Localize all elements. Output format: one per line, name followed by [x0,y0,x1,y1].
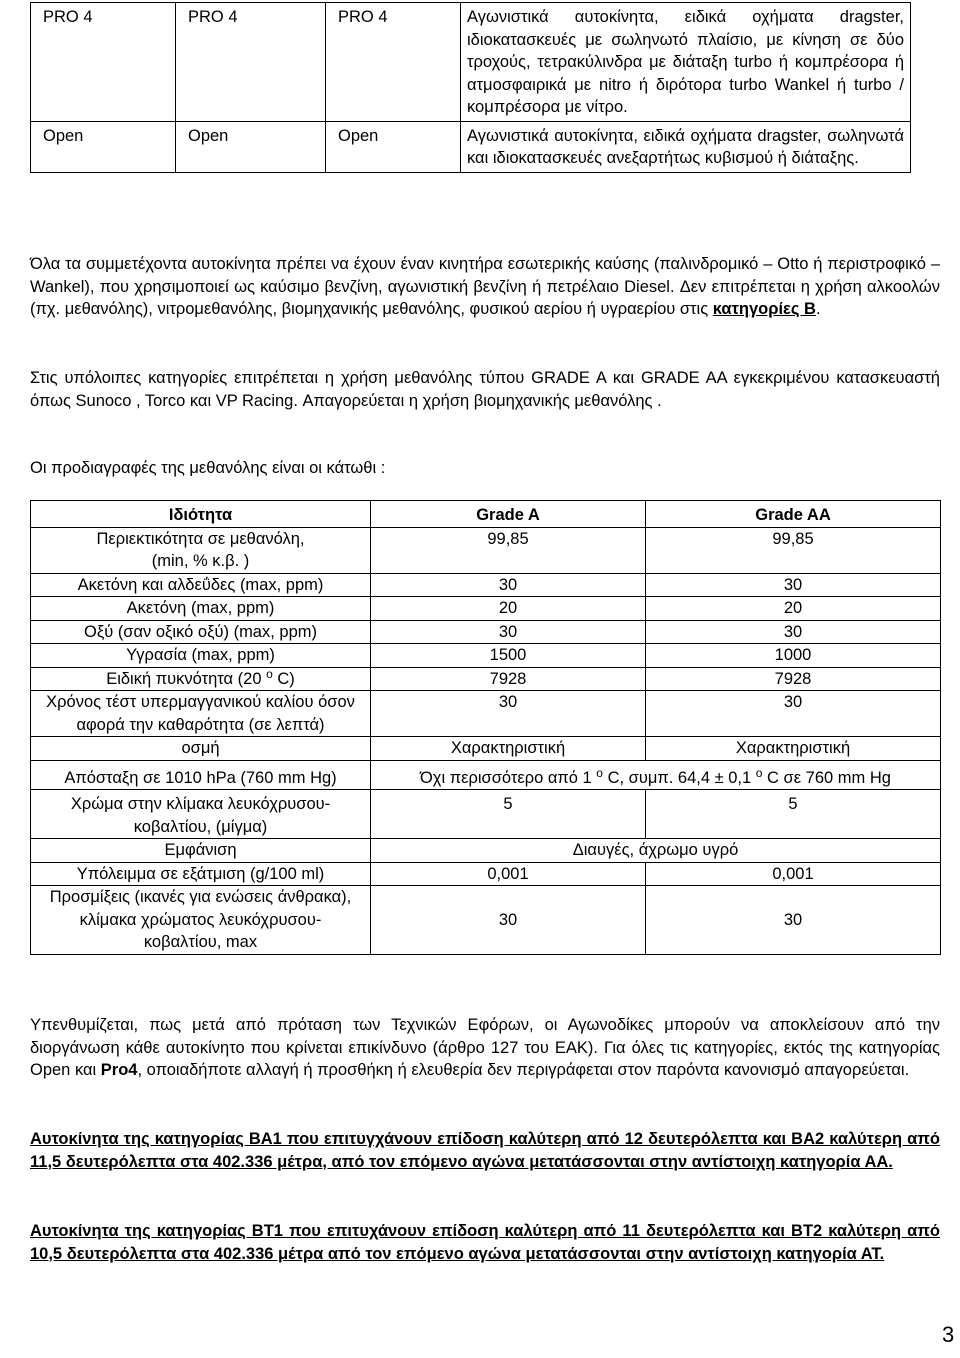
spec-property: οσμή [31,737,371,761]
spec-row [31,760,941,790]
spec-property: Υπόλειμμα σε εξάτμιση (g/100 ml) [31,862,371,886]
spec-property: Χρώμα στην κλίμακα λευκόχρυσου-κοβαλτίου, (μίγμα) [31,790,371,839]
spec-row [31,527,941,573]
paragraph-end: , οποιαδήποτε αλλαγή ή προσθήκη ή ελευθερία δεν περιγράφεται στον παρόντα κανονισμό απαγορεύεται. [137,1061,910,1079]
categories-table [30,2,911,173]
pro4-label: Pro4 [100,1061,138,1079]
spec-row [31,597,941,621]
spec-property [31,527,371,573]
spec-grade-a: 30 [371,691,646,737]
spec-grade-aa: 99,85 [646,527,941,573]
spec-row [31,839,941,863]
category-cell: Open [326,121,461,172]
spec-grade-a: 1500 [371,644,646,668]
paragraph-text: Στις υπόλοιπες κατηγορίες επιτρέπεται η χρήση μεθανόλης τύπου GRADE A και GRADE AA εγκεκριμένου κατασκευαστή όπως Sunoco , Torco και VP Racing. Απαγορεύεται η χρήση βιομηχανικής μεθανόλης . [30,369,940,410]
fuel-requirements-paragraph [30,253,940,321]
spec-grade-aa: 30 [646,620,941,644]
category-cell: PRO 4 [176,3,326,122]
spec-property-text: C) [272,669,295,688]
category-cell: PRO 4 [31,3,176,122]
degree-symbol: o [266,666,273,681]
category-description: Αγωνιστικά αυτοκίνητα, ειδικά οχήματα dragster, ιδιοκατασκευές με σωληνωτό πλαίσιο, με κίνηση σε δύο τροχούς, τετρακύλινδρα με διάταξη turbo ή κομπρέσορα ή ατμοσφαιρικά με nitro ή διρότορα turbo Wankel ή turbo / κομπρέσορα με νίτρο. [461,3,911,122]
distillation-text: C, συμπ. 64,4 ± 0,1 [602,768,756,787]
spec-grade-aa: 5 [646,790,941,839]
header-property: Ιδιότητα [31,501,371,528]
spec-row [31,573,941,597]
category-description: Αγωνιστικά αυτοκίνητα, ειδικά οχήματα dragster, σωληνωτά και ιδιοκατασκευές ανεξαρτήτως κυβισμού ή διάταξης. [461,121,911,172]
spec-grade-a: 99,85 [371,527,646,573]
spec-grade-a: Χαρακτηριστική [371,737,646,761]
spec-property: Ακετόνη και αλδεΰδες (max, ppm) [31,573,371,597]
spec-property: Χρόνος τέστ υπερμαγγανικού καλίου όσον αφορά την καθαρότητα (σε λεπτά) [31,691,371,737]
spec-grade-a: 7928 [371,667,646,691]
categories-b-reference: κατηγορίες B [712,300,816,318]
spec-property: Ακετόνη (max, ppm) [31,597,371,621]
category-row-pro4 [31,3,911,122]
spec-property: Απόσταξη σε 1010 hPa (760 mm Hg) [31,760,371,790]
spec-grade-aa: 7928 [646,667,941,691]
header-grade-aa: Grade AA [646,501,941,528]
page-number: 3 [942,1322,955,1347]
category-row-open [31,121,911,172]
spec-property-line: (min, % κ.β. ) [151,552,250,570]
spec-property: Προσμίξεις (ικανές για ενώσεις άνθρακα), κλίμακα χρώματος λευκόχρυσου-κοβαλτίου, max [31,886,371,955]
spec-property: Οξύ (σαν οξικό οξύ) (max, ppm) [31,620,371,644]
spec-property: Υγρασία (max, ppm) [31,644,371,668]
category-cell: PRO 4 [326,3,461,122]
category-cell: Open [176,121,326,172]
distillation-text: Όχι περισσότερο από 1 [420,768,597,787]
distillation-text: C σε 760 mm Hg [762,768,891,787]
spec-grade-aa: 30 [646,691,941,737]
spec-grade-aa: Χαρακτηριστική [646,737,941,761]
methanol-grade-paragraph [30,367,940,412]
category-cell: Open [31,121,176,172]
spec-grade-aa: 30 [646,573,941,597]
spec-grade-a: 30 [371,886,646,955]
spec-row [31,644,941,668]
spec-property [31,667,371,691]
spec-grade-aa: 0,001 [646,862,941,886]
spec-row [31,790,941,839]
spec-property-line: Περιεκτικότητα σε μεθανόλη, [96,529,305,548]
degree-symbol: o [755,765,763,780]
degree-symbol: o [596,765,603,780]
spec-grade-aa: 30 [646,886,941,955]
spec-row [31,886,941,955]
spec-grade-a: 20 [371,597,646,621]
spec-grade-aa: 20 [646,597,941,621]
spec-row [31,620,941,644]
spec-row [31,667,941,691]
spec-intro-paragraph [30,457,940,480]
paragraph-end: . [815,300,821,318]
modifications-paragraph [30,1014,940,1082]
spec-grade-a: 30 [371,620,646,644]
spec-row [31,737,941,761]
ba-reclassification-paragraph [30,1128,940,1173]
spec-property: Εμφάνιση [31,839,371,863]
paragraph-text: Όλα τα συμμετέχοντα αυτοκίνητα πρέπει να έχουν έναν κινητήρα εσωτερικής καύσης (παλινδρομικό – Otto ή περιστροφικό – Wankel), που χρησιμοποιεί ως καύσιμο βενζίνη, αγωνιστική βενζίνη ή πετρέλαιο Diesel. Δεν επιτρέπεται η χρήση αλκοολών (πχ. μεθανόλης), νιτρομεθανόλης, βιομηχανικής μεθανόλης, φυσικού αερίου ή υγραερίου στις [30,255,940,318]
header-grade-a: Grade A [371,501,646,528]
paragraph-text: Οι προδιαγραφές της μεθανόλης είναι οι κάτωθι : [30,459,386,477]
spec-table-header [31,501,941,528]
spec-row [31,691,941,737]
spec-appearance-value: Διαυγές, άχρωμο υγρό [371,839,941,863]
spec-grade-a: 5 [371,790,646,839]
spec-grade-a: 0,001 [371,862,646,886]
spec-distillation-value [371,760,941,790]
paragraph-text: Υπενθυμίζεται, πως μετά από πρόταση των Τεχνικών Εφόρων, οι Αγωνοδίκες μπορούν να αποκλείσουν από την διοργάνωση κάθε αυτοκίνητο που κρίνεται επικίνδυνο (άρθρο 127 του ΕΑΚ). Για όλες τις κατηγορίες, εκτός της κατηγορίας Open και [30,1016,940,1079]
spec-property-text: Ειδική πυκνότητα (20 [106,669,267,688]
methanol-spec-table [30,500,941,955]
paragraph-text: Αυτοκίνητα της κατηγορίας ΒΑ1 που επιτυγχάνουν επίδοση καλύτερη από 12 δευτερόλεπτα και ΒΑ2 καλύτερη από 11,5 δευτερόλεπτα στα 402.336 μέτρα, από τον επόμενο αγώνα μετατάσσονται στην αντίστοιχη κατηγορία ΑΑ. [30,1130,940,1171]
bt-reclassification-paragraph [30,1220,940,1265]
spec-grade-a: 30 [371,573,646,597]
spec-row [31,862,941,886]
spec-grade-aa: 1000 [646,644,941,668]
paragraph-text: Αυτοκίνητα της κατηγορίας ΒΤ1 που επιτυχάνουν επίδοση καλύτερη από 11 δευτερόλεπτα και ΒΤ2 καλύτερη από 10,5 δευτερόλεπτα στα 402.336 μέτρα από τον επόμενο αγώνα μετατάσσονται στην αντίστοιχη κατηγορία ΑΤ. [30,1222,940,1263]
